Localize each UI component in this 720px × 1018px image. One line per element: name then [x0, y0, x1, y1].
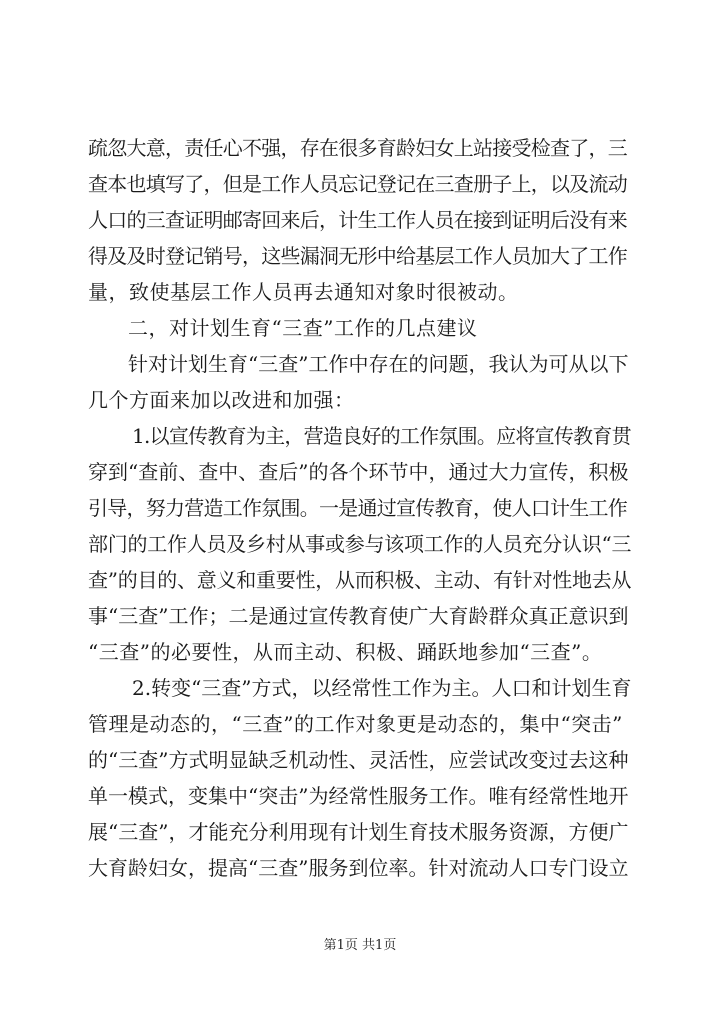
text-line: 单一模式，变集中“突击”为经常性服务工作。唯有经常性地开	[88, 784, 629, 808]
section-heading: 二，对计划生育“三查”工作的几点建议	[128, 316, 478, 340]
text-line: 人口的三查证明邮寄回来后，计生工作人员在接到证明后没有来	[88, 208, 627, 232]
text-line: 部门的工作人员及乡村从事或参与该项工作的人员充分认识“三	[88, 532, 632, 556]
page-number-footer: 第1页 共1页	[323, 938, 397, 953]
text-line: 2.转变“三查”方式，以经常性工作为主。人口和计划生育	[132, 676, 632, 700]
text-line: 展“三查”，才能充分利用现有计划生育技术服务资源，方便广	[88, 820, 629, 844]
text-line: 的“三查”方式明显缺乏机动性、灵活性，应尝试改变过去这种	[88, 748, 629, 772]
text-line: 引导，努力营造工作氛围。一是通过宣传教育，使人口计生工作	[88, 496, 627, 520]
text-line: 事“三查”工作；二是通过宣传教育使广大育龄群众真正意识到	[88, 604, 629, 628]
text-line: 大育龄妇女，提高“三查”服务到位率。针对流动人口专门设立	[88, 856, 629, 880]
text-line: 管理是动态的，“三查”的工作对象更是动态的，集中“突击”	[88, 712, 623, 736]
text-line: 针对计划生育“三查”工作中存在的问题，我认为可从以下	[128, 352, 629, 376]
text-line: 疏忽大意，责任心不强，存在很多育龄妇女上站接受检查了，三	[88, 136, 627, 160]
text-line: 1.以宣传教育为主，营造良好的工作氛围。应将宣传教育贯	[132, 424, 631, 448]
text-line: 得及及时登记销号，这些漏洞无形中给基层工作人员加大了工作	[88, 244, 627, 268]
text-line: 查本也填写了，但是工作人员忘记登记在三查册子上，以及流动	[88, 172, 627, 196]
text-line: 穿到“查前、查中、查后”的各个环节中，通过大力宣传，积极	[88, 460, 629, 484]
text-line: “三查”的必要性，从而主动、积极、踊跃地参加“三查”。	[88, 640, 603, 664]
text-line: 量，致使基层工作人员再去通知对象时很被动。	[88, 280, 519, 304]
text-line: 几个方面来加以改进和加强：	[88, 388, 355, 412]
text-line: 查”的目的、意义和重要性，从而积极、主动、有针对性地去从	[88, 568, 632, 592]
